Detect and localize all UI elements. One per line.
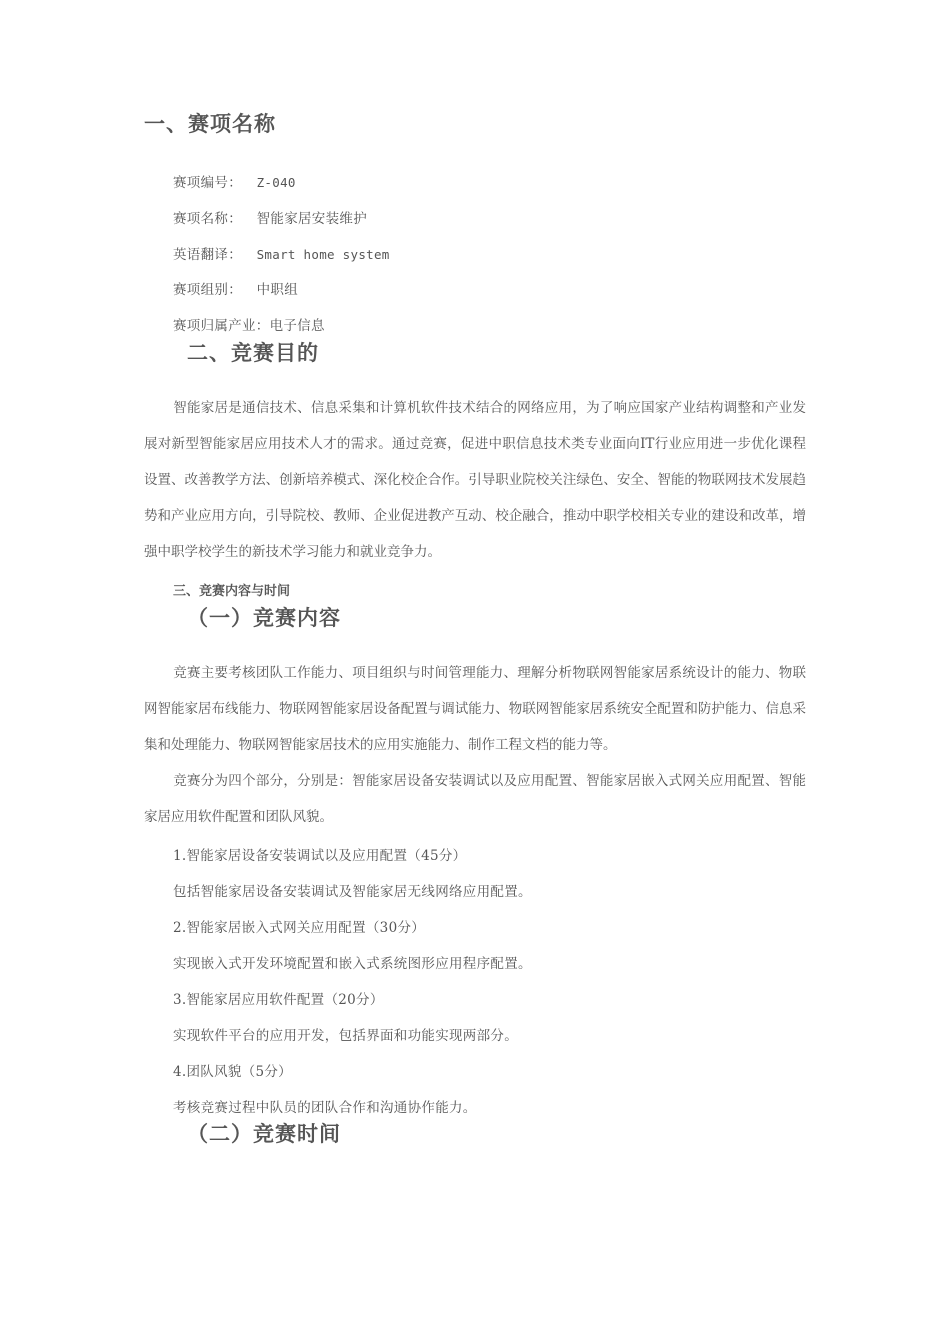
- field-group-value: 中职组: [256, 282, 298, 298]
- item2-desc: 实现嵌入式开发环境配置和嵌入式系统图形应用程序配置。: [173, 956, 532, 972]
- item3-heading: 3.智能家居应用软件配置（20分）: [173, 992, 384, 1008]
- field-group: [173, 278, 298, 298]
- item4-desc: 考核竞赛过程中队员的团队合作和沟通协作能力。: [173, 1100, 477, 1116]
- sub1-paragraph2-text: 竞赛分为四个部分，分别是：智能家居设备安装调试以及应用配置、智能家居嵌入式网关应用配置、智能家居应用软件配置和团队风貌。: [144, 773, 806, 825]
- field-name: [173, 207, 367, 227]
- section1-title: 一、赛项名称: [144, 111, 276, 136]
- field-group-label: 赛项组别：: [173, 282, 242, 298]
- section2-paragraph: [144, 390, 806, 570]
- item4-heading: 4.团队风貌（5分）: [173, 1064, 292, 1080]
- item3-desc: 实现软件平台的应用开发，包括界面和功能实现两部分。: [173, 1028, 518, 1044]
- item1-desc: 包括智能家居设备安装调试及智能家居无线网络应用配置。: [173, 884, 532, 900]
- sub1-paragraph1: [144, 655, 806, 763]
- field-code: [173, 171, 296, 191]
- field-english-label: 英语翻译：: [173, 247, 242, 263]
- item1-heading: 1.智能家居设备安装调试以及应用配置（45分）: [173, 848, 467, 864]
- sub1-paragraph1-text: 竞赛主要考核团队工作能力、项目组织与时间管理能力、理解分析物联网智能家居系统设计的能力、物联网智能家居布线能力、物联网智能家居设备配置与调试能力、物联网智能家居系统安全配置和防护能力、信息采集和处理能力、物联网智能家居技术的应用实施能力、制作工程文档的能力等。: [144, 665, 806, 753]
- field-english-value: Smart home system: [256, 247, 390, 262]
- field-name-label: 赛项名称：: [173, 211, 242, 227]
- section2-title: 二、竞赛目的: [187, 340, 319, 365]
- field-industry-value: 电子信息: [269, 318, 325, 334]
- sub1-paragraph2: [144, 763, 806, 835]
- sub2-title: （二）竞赛时间: [187, 1121, 341, 1146]
- field-industry-label: 赛项归属产业：: [173, 318, 270, 334]
- field-name-value: 智能家居安装维护: [256, 211, 367, 227]
- field-industry: [173, 314, 325, 334]
- item2-heading: 2.智能家居嵌入式网关应用配置（30分）: [173, 920, 426, 936]
- field-code-label: 赛项编号：: [173, 175, 242, 191]
- field-code-value: Z-040: [256, 175, 296, 190]
- field-english: [173, 243, 390, 263]
- section3-title: 三、竞赛内容与时间: [173, 584, 291, 599]
- section2-paragraph-text: 智能家居是通信技术、信息采集和计算机软件技术结合的网络应用，为了响应国家产业结构调整和产业发展对新型智能家居应用技术人才的需求。通过竞赛，促进中职信息技术类专业面向IT行业应用进一步优化课程设置、改善教学方法、创新培养模式、深化校企合作。引导职业院校关注绿色、安全、智能的物联网技术发展趋势和产业应用方向，引导院校、教师、企业促进教产互动、校企融合，推动中职学校相关专业的建设和改革，增强中职学校学生的新技术学习能力和就业竞争力。: [144, 400, 806, 560]
- sub1-title: （一）竞赛内容: [187, 605, 341, 630]
